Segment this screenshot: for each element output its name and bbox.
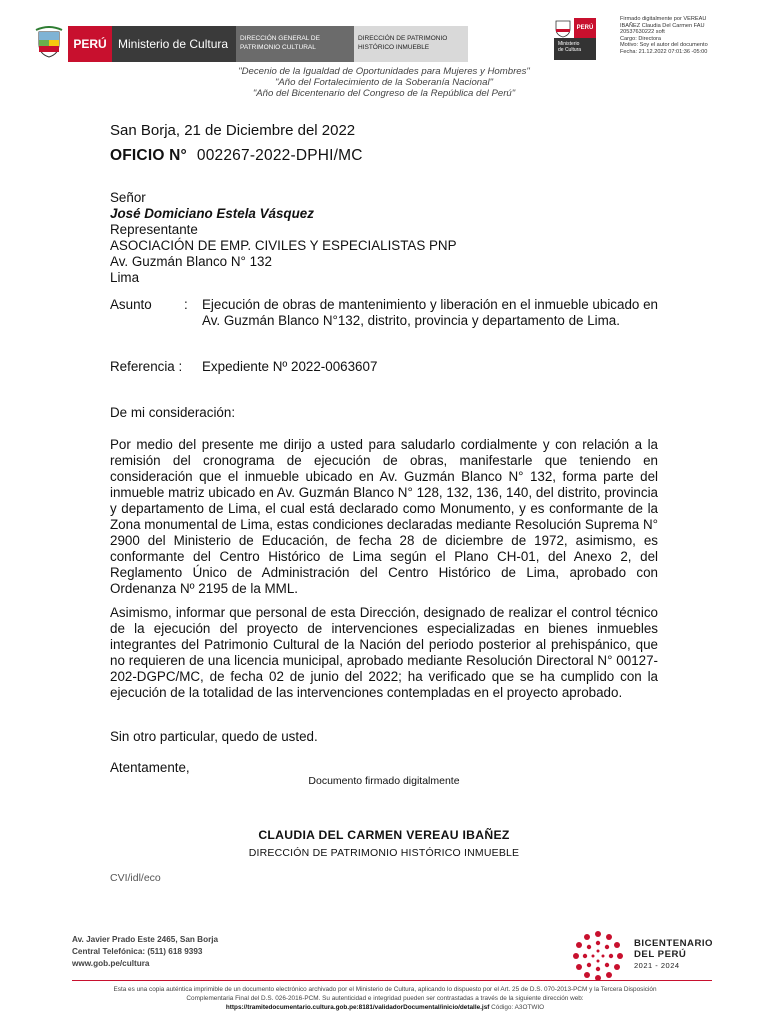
- paragraph-1: Por medio del presente me dirijo a usted para saludarlo cordialmente y con relación a la remisión del cronograma de ejecución de obras, manifestarle que teniendo en consideración que el inmueble ubicado en Av. Guzmán Blanco N° 132, forma parte del inmueble matriz ubicado en Av. Guzmán Blanco N° 128, 132, 136, 140, del distrito, provincia y departamento de Lima, el cual está declarado como Monumento, y es conformante de la Zona monumental de Lima, estas condiciones declaradas mediante Resolución Suprema N° 2900 del Ministerio de Educación, de fecha 28 de diciembre de 1972, asimismo, es conformante del Centro Histórico de Lima según el Plano CH-01, del Anexo 2, del Reglamento Único de Administración del Centro Histórico de Lima, aprobado con Ordenanza Nº 2195 de la MML.: [110, 437, 658, 596]
- dg-line1: DIRECCIÓN GENERAL DE: [240, 35, 320, 42]
- validation-code: Código: A3OTWIO: [491, 1004, 545, 1011]
- ministry-label: Ministerio de Cultura: [112, 26, 236, 62]
- digital-signed-note: Documento firmado digitalmente: [308, 775, 460, 787]
- footer-address-line: Av. Javier Prado Este 2465, San Borja: [72, 935, 219, 944]
- recipient-city: Lima: [110, 270, 140, 285]
- oficio-heading: [110, 147, 363, 165]
- validation-url-link[interactable]: https://tramitedocumentario.cultura.gob.pe:8181/validadorDocumental/inicio/detalle.jsf: [225, 1004, 490, 1011]
- recipient-address: Av. Guzmán Blanco N° 132: [110, 254, 272, 269]
- peru-label: PERÚ: [68, 26, 112, 62]
- motto-line: "Año del Fortalecimiento de la Soberanía Nacional": [274, 77, 493, 88]
- motto-line: "Decenio de la Igualdad de Oportunidades para Mujeres y Hombres": [238, 66, 530, 77]
- bicentenario-logo-icon: [570, 928, 626, 984]
- paragraph-2: Asimismo, informar que personal de esta Dirección, designado de realizar el control técnico de la ejecución del proyecto de intervenciones especializadas en bienes inmuebles integrantes del Patrimonio Cultural de la Nación del periodo posterior al prehispánico, que no requieren de una licencia municipal, aprobado mediante Resolución Directoral N° 00127-202-DGPC/MC, de fecha 02 de junio del 2022; ha verificado que se ha cumplido con la ejecución de la totalidad de las intervenciones contempladas en el proyecto aprobado.: [110, 605, 658, 700]
- signature-line: 20537630222 soft: [620, 29, 665, 36]
- recipient-org: ASOCIACIÓN DE EMP. CIVILES Y ESPECIALISTAS PNP: [110, 238, 457, 253]
- recipient-block: [110, 190, 457, 286]
- reference-initials: CVI/idl/eco: [110, 872, 161, 884]
- decade-mottos: [0, 66, 768, 99]
- closing-line: Sin otro particular, quedo de usted.: [110, 729, 318, 744]
- signature-line: IBAÑEZ Claudia Del Carmen FAU: [620, 22, 705, 29]
- dph-line1: DIRECCIÓN DE PATRIMONIO: [358, 35, 448, 42]
- stamp-ministry-label: [554, 38, 596, 60]
- signer-name: CLAUDIA DEL CARMEN VEREAU IBAÑEZ: [258, 828, 510, 842]
- dg-line2: PATRIMONIO CULTURAL: [240, 44, 316, 51]
- footer-divider: [72, 980, 712, 981]
- asunto-colon: :: [184, 297, 188, 312]
- salutation-title: Señor: [110, 190, 146, 205]
- stamp-ministry-line2: de Cultura: [558, 47, 582, 53]
- footer-address: [72, 934, 218, 970]
- stamp-shield-icon: [554, 18, 572, 38]
- peru-coat-of-arms-icon: [34, 26, 64, 58]
- asunto-label: Asunto: [110, 297, 152, 312]
- signature-line: Motivo: Soy el autor del documento: [620, 42, 708, 49]
- greeting: De mi consideración:: [110, 405, 236, 420]
- signature-line: Fecha: 21.12.2022 07:01:36 -05:00: [620, 48, 708, 55]
- dph-label: [354, 26, 468, 62]
- note-line: Complementaria Final del D.S. 026-2016-PCM. Su autenticidad e integridad pueden ser contrastadas a través de la siguiente dirección web:: [186, 995, 584, 1002]
- motto-line: "Año del Bicentenario del Congreso de la República del Perú": [252, 88, 516, 99]
- note-line: Esta es una copia auténtica imprimible de un documento electrónico archivado por el Ministerio de Cultura, aplicando lo dispuesto por el Art. 25 de D.S. 070-2013-PCM y la Tercera Disposición: [113, 986, 657, 993]
- bicent-years: 2021 - 2024: [634, 961, 680, 970]
- recipient-role: Representante: [110, 222, 198, 237]
- digital-signature-info: [620, 16, 760, 56]
- recipient-name: José Domiciano Estela Vásquez: [110, 206, 314, 221]
- footer-phone-line: Central Telefónica: (511) 618 9393: [72, 947, 203, 956]
- closing-atentamente: Atentamente,: [110, 760, 190, 775]
- bicent-line2: DEL PERÚ: [634, 949, 687, 960]
- stamp-ministry-line1: Ministerio: [558, 41, 580, 47]
- bicentenario-text: [634, 938, 713, 971]
- referencia-text: Expediente Nº 2022-0063607: [202, 359, 378, 374]
- footer-website-link[interactable]: www.gob.pe/cultura: [72, 959, 150, 968]
- dph-line2: HISTÓRICO INMUEBLE: [358, 44, 430, 51]
- asunto-text: Ejecución de obras de mantenimiento y liberación en el inmueble ubicado en Av. Guzmán Blanco N°132, distrito, provincia y departamento de Lima.: [202, 297, 658, 328]
- signature-line: Cargo: Directora: [620, 35, 662, 42]
- dg-patrimonio-label: [236, 26, 354, 62]
- signer-department: DIRECCIÓN DE PATRIMONIO HISTÓRICO INMUEBLE: [248, 847, 520, 859]
- stamp-peru-label: PERÚ: [574, 18, 596, 38]
- oficio-number: 002267-2022-DPHI/MC: [196, 147, 363, 164]
- authenticity-note: [60, 985, 710, 1012]
- bicent-line1: BICENTENARIO: [634, 938, 714, 949]
- signature-line: Firmado digitalmente por VEREAU: [620, 16, 707, 22]
- oficio-label: OFICIO N°: [110, 147, 187, 164]
- letter-date: San Borja, 21 de Diciembre del 2022: [110, 122, 356, 139]
- referencia-label: Referencia :: [110, 359, 183, 374]
